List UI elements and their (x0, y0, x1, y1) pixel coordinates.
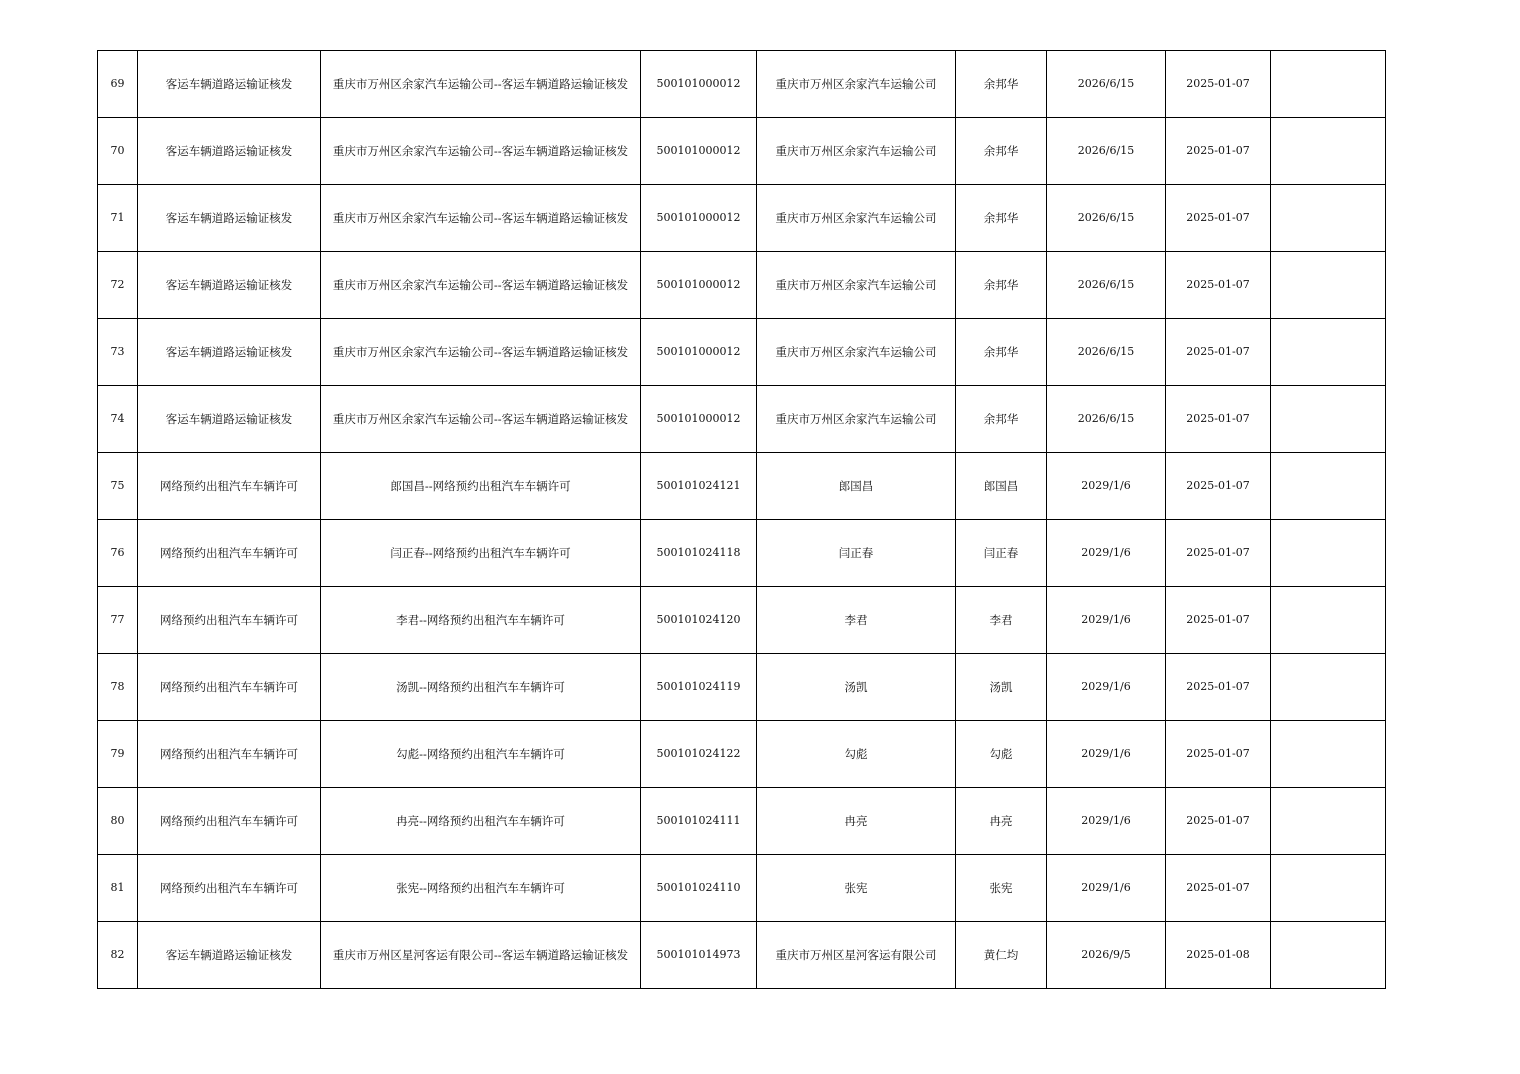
holder-cell: 勾彪 (757, 721, 956, 788)
code-cell: 500101024120 (641, 587, 757, 654)
holder-cell: 郎国昌 (757, 453, 956, 520)
code-cell: 500101024121 (641, 453, 757, 520)
item-name-cell: 重庆市万州区余家汽车运输公司--客运车辆道路运输证核发 (321, 118, 641, 185)
permit-type-cell: 网络预约出租汽车车辆许可 (138, 520, 321, 587)
decision-date-cell: 2025-01-07 (1166, 185, 1271, 252)
decision-date-cell: 2025-01-07 (1166, 654, 1271, 721)
permit-type-cell: 客运车辆道路运输证核发 (138, 118, 321, 185)
decision-date-cell: 2025-01-07 (1166, 587, 1271, 654)
code-cell: 500101024118 (641, 520, 757, 587)
row-number-cell: 70 (98, 118, 138, 185)
item-name-cell: 重庆市万州区余家汽车运输公司--客运车辆道路运输证核发 (321, 252, 641, 319)
expiry-date-cell: 2029/1/6 (1047, 520, 1166, 587)
table-row (98, 520, 1386, 587)
permit-type-cell: 网络预约出租汽车车辆许可 (138, 788, 321, 855)
holder-cell: 重庆市万州区余家汽车运输公司 (757, 386, 956, 453)
permit-type-cell: 网络预约出租汽车车辆许可 (138, 587, 321, 654)
decision-date-cell: 2025-01-07 (1166, 118, 1271, 185)
row-number-cell: 82 (98, 922, 138, 989)
code-cell: 500101000012 (641, 51, 757, 118)
row-number-cell: 80 (98, 788, 138, 855)
item-name-cell: 重庆市万州区余家汽车运输公司--客运车辆道路运输证核发 (321, 319, 641, 386)
row-number-cell: 69 (98, 51, 138, 118)
expiry-date-cell: 2029/1/6 (1047, 453, 1166, 520)
note-cell (1271, 654, 1386, 721)
permit-type-cell: 客运车辆道路运输证核发 (138, 386, 321, 453)
code-cell: 500101014973 (641, 922, 757, 989)
person-cell: 张宪 (956, 855, 1047, 922)
expiry-date-cell: 2026/6/15 (1047, 252, 1166, 319)
row-number-cell: 78 (98, 654, 138, 721)
person-cell: 余邦华 (956, 386, 1047, 453)
expiry-date-cell: 2026/6/15 (1047, 51, 1166, 118)
table-row (98, 386, 1386, 453)
code-cell: 500101000012 (641, 252, 757, 319)
code-cell: 500101024122 (641, 721, 757, 788)
permit-table (97, 50, 1386, 989)
decision-date-cell: 2025-01-07 (1166, 855, 1271, 922)
code-cell: 500101024111 (641, 788, 757, 855)
table-row (98, 587, 1386, 654)
row-number-cell: 72 (98, 252, 138, 319)
holder-cell: 重庆市万州区余家汽车运输公司 (757, 185, 956, 252)
expiry-date-cell: 2029/1/6 (1047, 654, 1166, 721)
permit-type-cell: 网络预约出租汽车车辆许可 (138, 654, 321, 721)
expiry-date-cell: 2026/6/15 (1047, 386, 1166, 453)
holder-cell: 闫正春 (757, 520, 956, 587)
row-number-cell: 79 (98, 721, 138, 788)
table-row (98, 855, 1386, 922)
code-cell: 500101024119 (641, 654, 757, 721)
note-cell (1271, 319, 1386, 386)
table-row (98, 319, 1386, 386)
permit-type-cell: 客运车辆道路运输证核发 (138, 252, 321, 319)
person-cell: 闫正春 (956, 520, 1047, 587)
holder-cell: 重庆市万州区星河客运有限公司 (757, 922, 956, 989)
permit-type-cell: 客运车辆道路运输证核发 (138, 51, 321, 118)
table-row (98, 788, 1386, 855)
expiry-date-cell: 2029/1/6 (1047, 855, 1166, 922)
expiry-date-cell: 2026/6/15 (1047, 319, 1166, 386)
item-name-cell: 李君--网络预约出租汽车车辆许可 (321, 587, 641, 654)
permit-type-cell: 客运车辆道路运输证核发 (138, 185, 321, 252)
table-body (98, 51, 1386, 989)
item-name-cell: 勾彪--网络预约出租汽车车辆许可 (321, 721, 641, 788)
note-cell (1271, 855, 1386, 922)
note-cell (1271, 252, 1386, 319)
decision-date-cell: 2025-01-07 (1166, 386, 1271, 453)
holder-cell: 李君 (757, 587, 956, 654)
note-cell (1271, 118, 1386, 185)
person-cell: 余邦华 (956, 118, 1047, 185)
person-cell: 余邦华 (956, 252, 1047, 319)
row-number-cell: 76 (98, 520, 138, 587)
permit-type-cell: 网络预约出租汽车车辆许可 (138, 721, 321, 788)
permit-type-cell: 网络预约出租汽车车辆许可 (138, 453, 321, 520)
decision-date-cell: 2025-01-07 (1166, 252, 1271, 319)
row-number-cell: 71 (98, 185, 138, 252)
person-cell: 黄仁均 (956, 922, 1047, 989)
person-cell: 郎国昌 (956, 453, 1047, 520)
item-name-cell: 冉亮--网络预约出租汽车车辆许可 (321, 788, 641, 855)
decision-date-cell: 2025-01-08 (1166, 922, 1271, 989)
code-cell: 500101000012 (641, 319, 757, 386)
decision-date-cell: 2025-01-07 (1166, 453, 1271, 520)
table-row (98, 654, 1386, 721)
table-row (98, 252, 1386, 319)
note-cell (1271, 185, 1386, 252)
item-name-cell: 汤凯--网络预约出租汽车车辆许可 (321, 654, 641, 721)
holder-cell: 重庆市万州区余家汽车运输公司 (757, 319, 956, 386)
code-cell: 500101000012 (641, 185, 757, 252)
holder-cell: 重庆市万州区余家汽车运输公司 (757, 118, 956, 185)
holder-cell: 重庆市万州区余家汽车运输公司 (757, 252, 956, 319)
decision-date-cell: 2025-01-07 (1166, 788, 1271, 855)
person-cell: 李君 (956, 587, 1047, 654)
table-row (98, 185, 1386, 252)
item-name-cell: 重庆市万州区星河客运有限公司--客运车辆道路运输证核发 (321, 922, 641, 989)
note-cell (1271, 453, 1386, 520)
row-number-cell: 77 (98, 587, 138, 654)
expiry-date-cell: 2026/6/15 (1047, 118, 1166, 185)
holder-cell: 汤凯 (757, 654, 956, 721)
permit-type-cell: 客运车辆道路运输证核发 (138, 319, 321, 386)
row-number-cell: 73 (98, 319, 138, 386)
holder-cell: 重庆市万州区余家汽车运输公司 (757, 51, 956, 118)
row-number-cell: 74 (98, 386, 138, 453)
expiry-date-cell: 2029/1/6 (1047, 788, 1166, 855)
decision-date-cell: 2025-01-07 (1166, 319, 1271, 386)
expiry-date-cell: 2029/1/6 (1047, 721, 1166, 788)
note-cell (1271, 587, 1386, 654)
expiry-date-cell: 2026/6/15 (1047, 185, 1166, 252)
item-name-cell: 重庆市万州区余家汽车运输公司--客运车辆道路运输证核发 (321, 185, 641, 252)
expiry-date-cell: 2029/1/6 (1047, 587, 1166, 654)
item-name-cell: 重庆市万州区余家汽车运输公司--客运车辆道路运输证核发 (321, 386, 641, 453)
note-cell (1271, 520, 1386, 587)
expiry-date-cell: 2026/9/5 (1047, 922, 1166, 989)
row-number-cell: 81 (98, 855, 138, 922)
permit-type-cell: 网络预约出租汽车车辆许可 (138, 855, 321, 922)
note-cell (1271, 51, 1386, 118)
person-cell: 汤凯 (956, 654, 1047, 721)
person-cell: 勾彪 (956, 721, 1047, 788)
table-row (98, 922, 1386, 989)
permit-type-cell: 客运车辆道路运输证核发 (138, 922, 321, 989)
note-cell (1271, 721, 1386, 788)
item-name-cell: 张宪--网络预约出租汽车车辆许可 (321, 855, 641, 922)
note-cell (1271, 386, 1386, 453)
table-row (98, 51, 1386, 118)
decision-date-cell: 2025-01-07 (1166, 51, 1271, 118)
code-cell: 500101000012 (641, 386, 757, 453)
item-name-cell: 郎国昌--网络预约出租汽车车辆许可 (321, 453, 641, 520)
table-row (98, 118, 1386, 185)
note-cell (1271, 922, 1386, 989)
table-row (98, 721, 1386, 788)
row-number-cell: 75 (98, 453, 138, 520)
holder-cell: 冉亮 (757, 788, 956, 855)
person-cell: 余邦华 (956, 319, 1047, 386)
item-name-cell: 重庆市万州区余家汽车运输公司--客运车辆道路运输证核发 (321, 51, 641, 118)
decision-date-cell: 2025-01-07 (1166, 721, 1271, 788)
code-cell: 500101024110 (641, 855, 757, 922)
person-cell: 余邦华 (956, 185, 1047, 252)
person-cell: 冉亮 (956, 788, 1047, 855)
person-cell: 余邦华 (956, 51, 1047, 118)
item-name-cell: 闫正春--网络预约出租汽车车辆许可 (321, 520, 641, 587)
holder-cell: 张宪 (757, 855, 956, 922)
table-row (98, 453, 1386, 520)
decision-date-cell: 2025-01-07 (1166, 520, 1271, 587)
code-cell: 500101000012 (641, 118, 757, 185)
note-cell (1271, 788, 1386, 855)
